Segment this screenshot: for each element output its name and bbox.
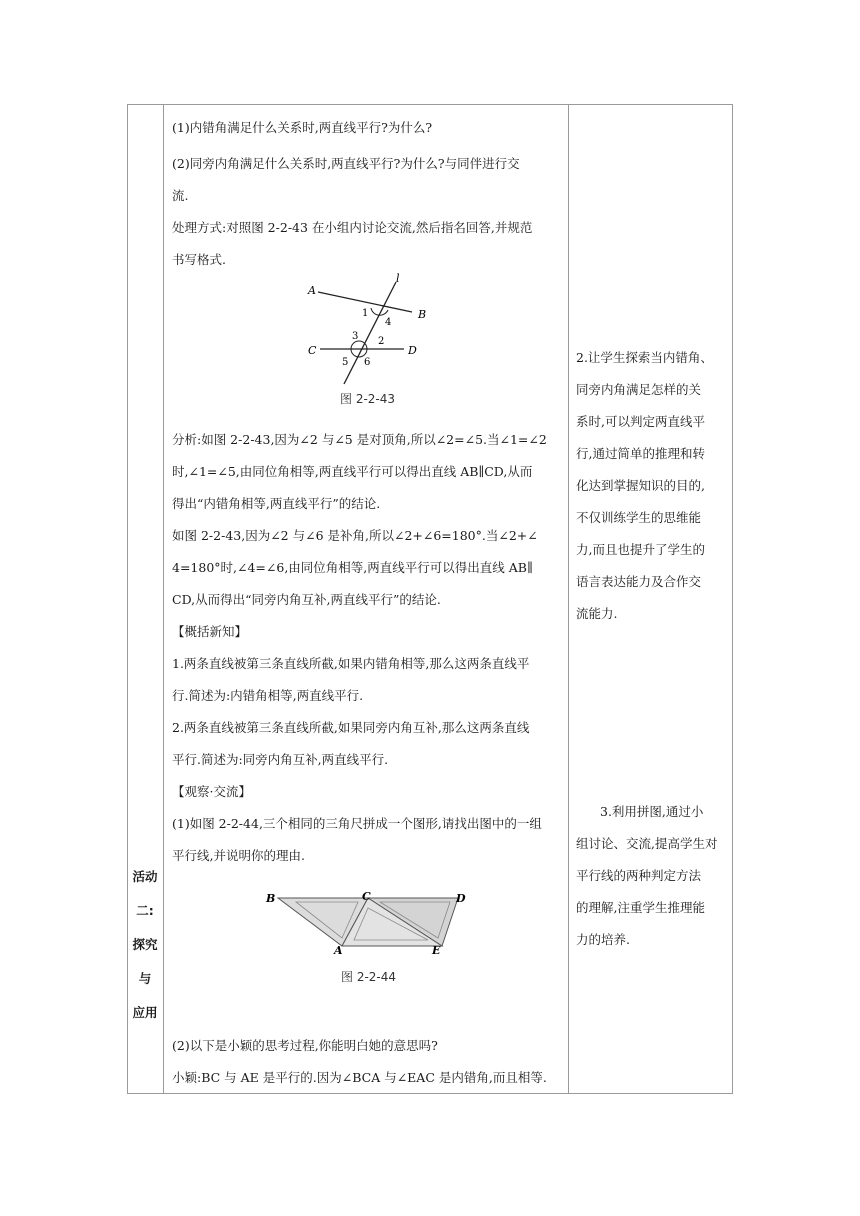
row-label <box>127 860 163 1030</box>
figure-2-2-43 <box>300 268 430 390</box>
rule-1-cont: 行.简述为:内错角相等,两直线平行. <box>172 688 364 703</box>
bottom-content <box>172 1030 564 1094</box>
note-line: 系时,可以判定两直线平 <box>576 414 705 429</box>
note-line: 平行线的两种判定方法 <box>576 868 702 883</box>
label-c: C <box>308 344 317 357</box>
rule-2-cont: 平行.简述为:同旁内角互补,两直线平行. <box>172 752 389 767</box>
observe-question-cont: 平行线,并说明你的理由. <box>172 848 305 863</box>
method-text: 处理方式:对照图 2-2-43 在小组内讨论交流,然后指名回答,并规范 <box>172 220 533 235</box>
note-line: 的理解,注重学生推理能 <box>576 900 705 915</box>
note-line: 同旁内角满足怎样的关 <box>576 382 702 397</box>
row-label-line: 与 <box>138 971 152 986</box>
note-line: 力的培养. <box>576 932 630 947</box>
column-divider-left <box>163 104 164 1094</box>
section-heading: 【概括新知】 <box>172 624 248 639</box>
row-label-line: 应用 <box>132 1005 158 1020</box>
angle-label-4: 4 <box>385 317 392 328</box>
side-note-3 <box>576 796 728 956</box>
observe-question: (1)如图 2-2-44,三个相同的三角尺拼成一个图形,请找出图中的一组 <box>172 816 542 831</box>
analysis-line: 得出“内错角相等,两直线平行”的结论. <box>172 496 381 511</box>
note-line: 行,通过简单的推理和转 <box>576 446 705 461</box>
label-c: C <box>362 890 371 903</box>
note-line: 化达到掌握知识的目的, <box>576 478 705 493</box>
note-line: 流能力. <box>576 606 618 621</box>
xiaoying-text: 小颖:BC 与 AE 是平行的.因为∠BCA 与∠EAC 是内错角,而且相等. <box>172 1070 547 1085</box>
angle-label-5: 5 <box>342 357 349 368</box>
question-2-cont: 流. <box>172 188 189 203</box>
analysis-line: 4=180°时,∠4=∠6,由同位角相等,两直线平行可以得出直线 AB∥ <box>172 560 533 575</box>
figure-2-2-44 <box>262 890 470 954</box>
note-line: 不仅训练学生的思维能 <box>576 510 702 525</box>
label-d: D <box>456 892 466 905</box>
column-divider-right <box>568 104 569 1094</box>
angle-label-1: 1 <box>362 308 369 319</box>
label-b: B <box>418 308 427 321</box>
row-label-line: 二: <box>136 903 154 918</box>
angle-label-2: 2 <box>378 336 385 347</box>
label-a: A <box>308 284 316 297</box>
main-content <box>172 112 564 276</box>
label-a: A <box>334 944 343 954</box>
analysis-line: 分析:如图 2-2-43,因为∠2 与∠5 是对顶角,所以∠2=∠5.当∠1=∠2 <box>172 432 547 447</box>
analysis-content <box>172 424 564 872</box>
note-line: 语言表达能力及合作交 <box>576 574 702 589</box>
rule-1: 1.两条直线被第三条直线所截,如果内错角相等,那么这两条直线平 <box>172 656 530 671</box>
row-label-line: 活动 <box>132 869 158 884</box>
section-heading: 【观察·交流】 <box>172 784 251 799</box>
rule-2: 2.两条直线被第三条直线所截,如果同旁内角互补,那么这两条直线 <box>172 720 530 735</box>
figure-caption: 图 2-2-43 <box>340 392 396 406</box>
row-label-line: 探究 <box>132 937 158 952</box>
label-l: l <box>396 272 400 285</box>
note-line: 组讨论、交流,提高学生对 <box>576 836 718 851</box>
angle-label-6: 6 <box>364 357 371 368</box>
side-note-2 <box>576 342 728 630</box>
analysis-line: 时,∠1=∠5,由同位角相等,两直线平行可以得出直线 AB∥CD,从而 <box>172 464 533 479</box>
question-1: (1)内错角满足什么关系时,两直线平行?为什么? <box>172 120 433 135</box>
figure-caption: 图 2-2-44 <box>341 970 397 984</box>
note-line: 力,而且也提升了学生的 <box>576 542 705 557</box>
analysis-line: 如图 2-2-43,因为∠2 与∠6 是补角,所以∠2+∠6=180°.当∠2+∠ <box>172 528 538 543</box>
angle-label-3: 3 <box>352 331 359 342</box>
method-text-cont: 书写格式. <box>172 252 226 267</box>
question-3: (2)以下是小颖的思考过程,你能明白她的意思吗? <box>172 1038 438 1053</box>
label-d: D <box>408 344 417 357</box>
note-line: 2.让学生探索当内错角、 <box>576 350 713 365</box>
analysis-line: CD,从而得出“同旁内角互补,两直线平行”的结论. <box>172 592 441 607</box>
note-line: 3.利用拼图,通过小 <box>600 804 704 819</box>
label-e: E <box>432 944 441 954</box>
question-2: (2)同旁内角满足什么关系时,两直线平行?为什么?与同伴进行交 <box>172 156 520 171</box>
label-b: B <box>266 892 276 905</box>
